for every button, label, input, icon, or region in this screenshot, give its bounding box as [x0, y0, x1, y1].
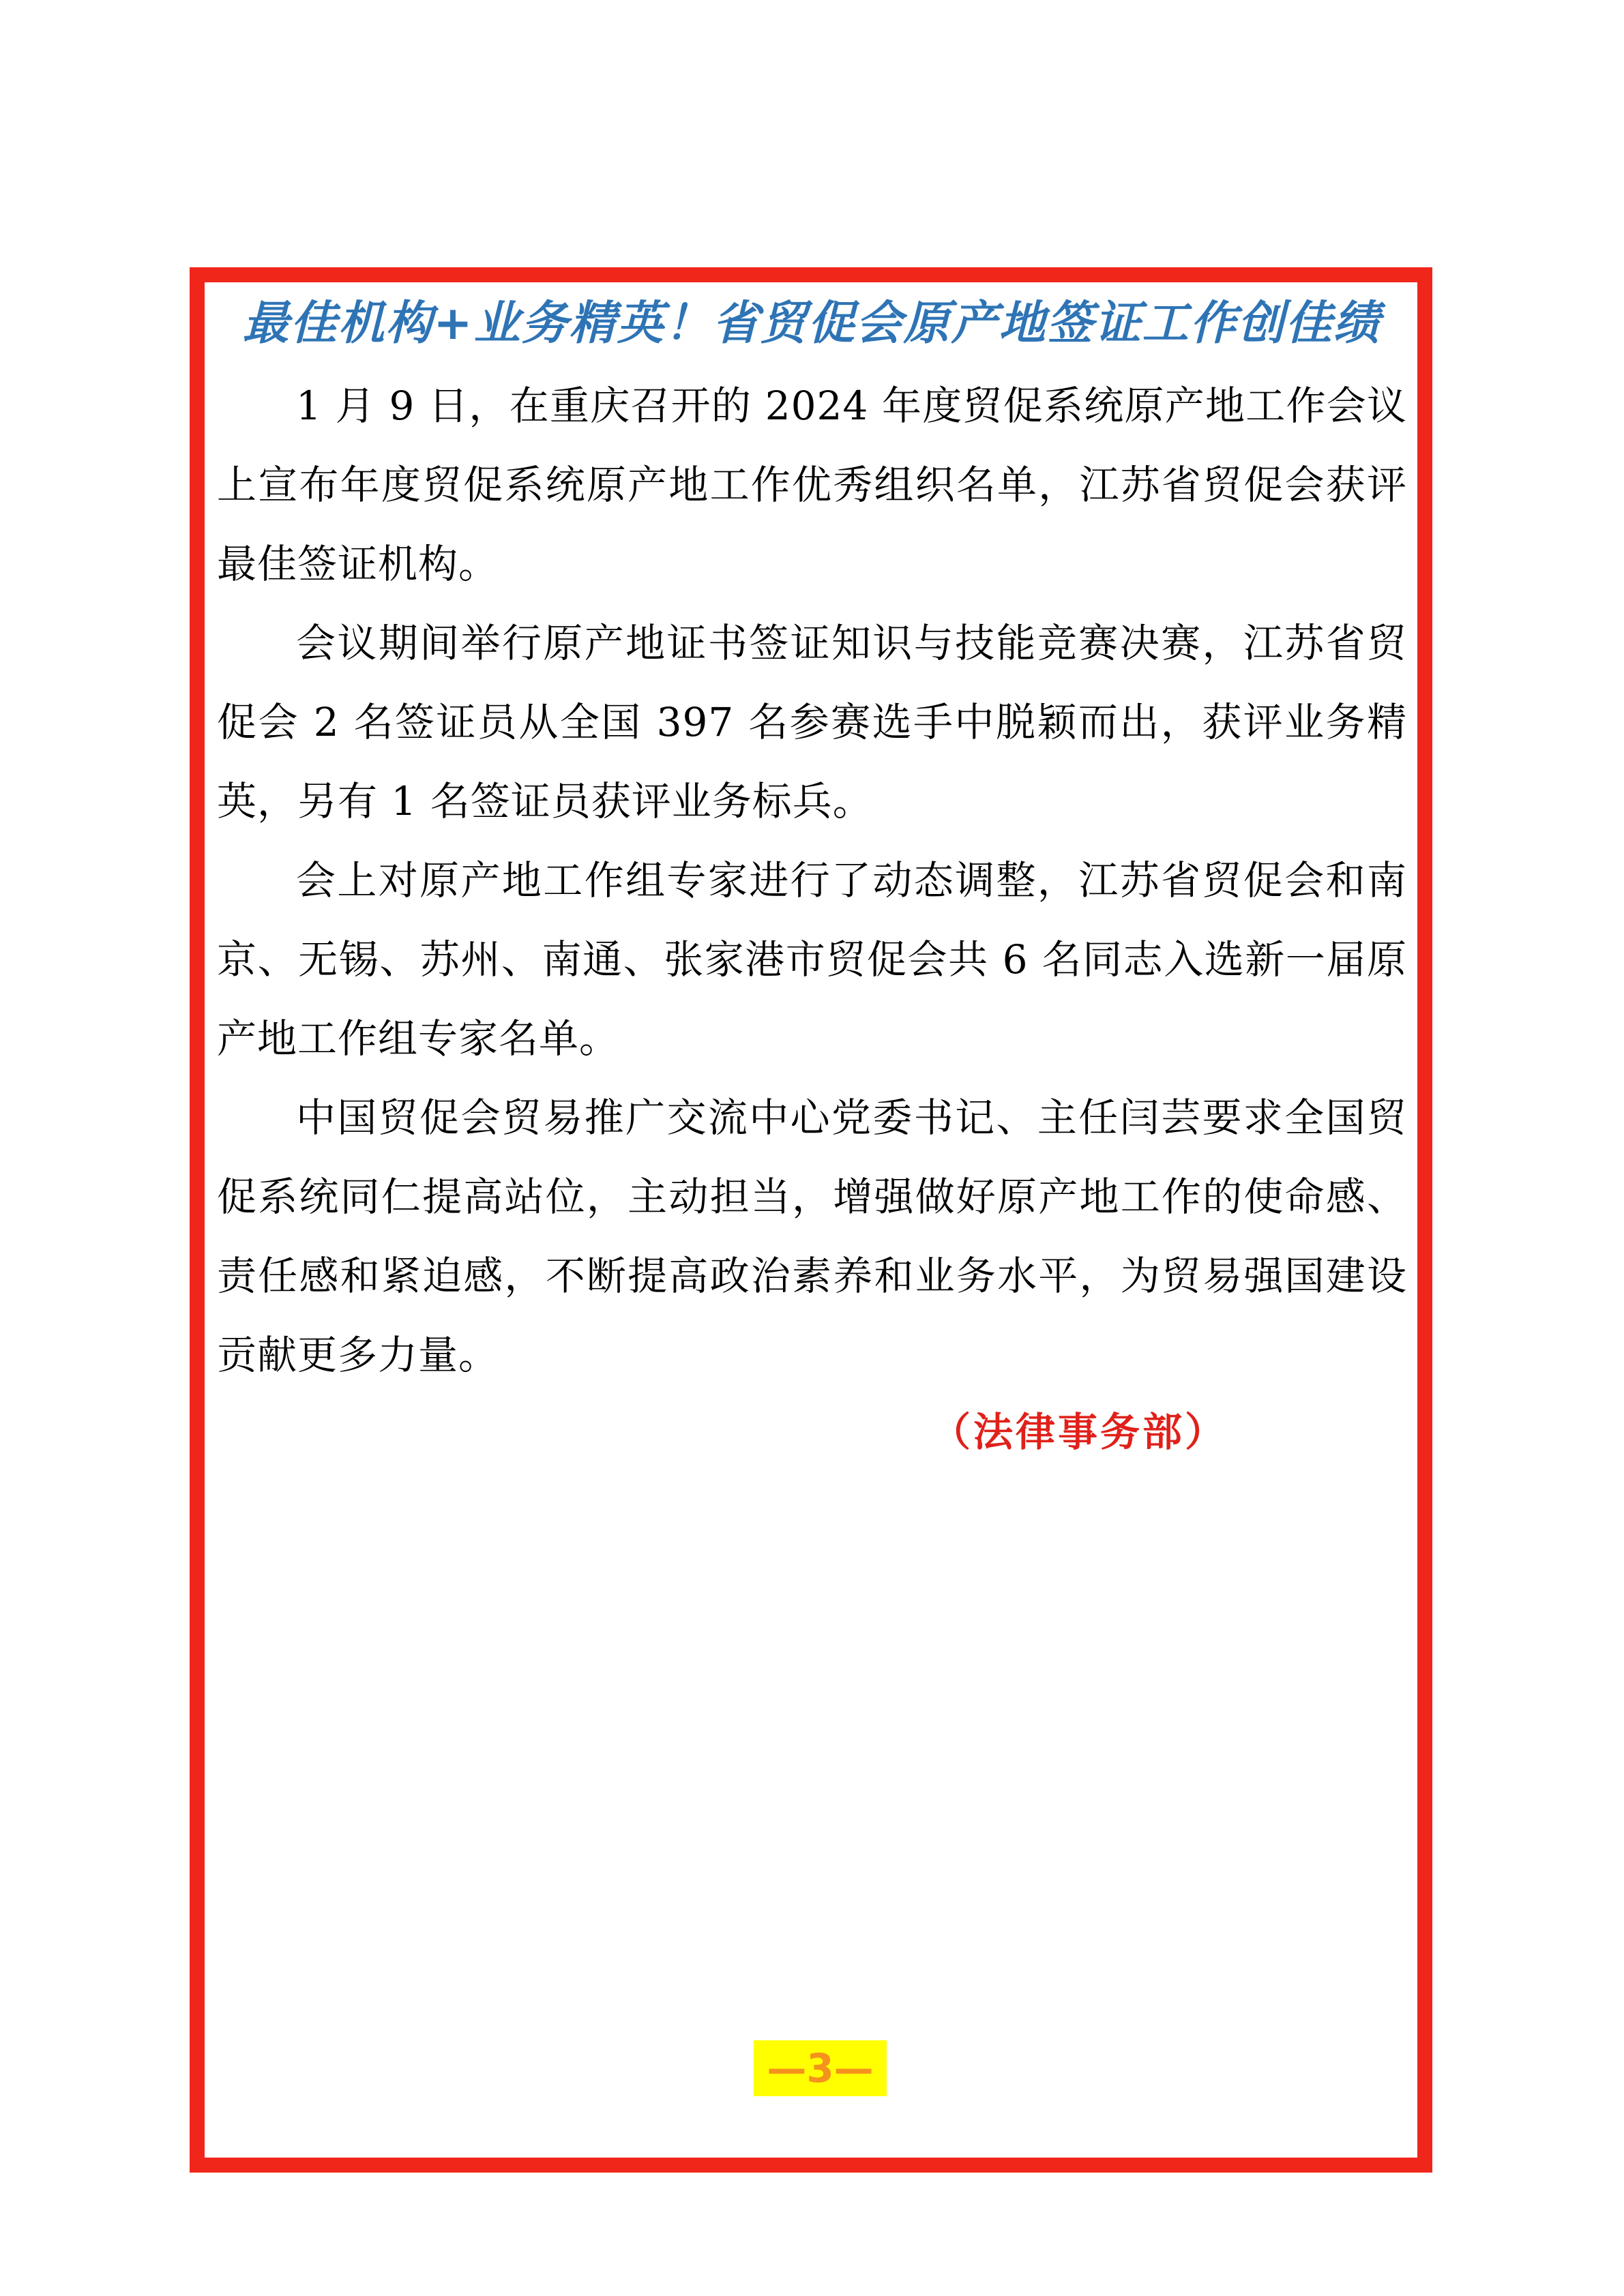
paragraph-3: 会上对原产地工作组专家进行了动态调整，江苏省贸促会和南京、无锡、苏州、南通、张家港市贸促会共 6 名同志入选新一届原产地工作组专家名单。 — [217, 857, 1407, 1062]
paragraph-4: 中国贸促会贸易推广交流中心党委书记、主任闫芸要求全国贸促系统同仁提高站位，主动担当，增强做好原产地工作的使命感、责任感和紧迫感，不断提高政治素养和业务水平，为贸易强国建设贡献更多力量。 — [217, 1094, 1407, 1378]
paragraph-2: 会议期间举行原产地证书签证知识与技能竞赛决赛，江苏省贸促会 2 名签证员从全国 397 名参赛选手中脱颖而出，获评业务精英，另有 1 名签证员获评业务标兵。 — [217, 620, 1407, 824]
page-number: —3— — [754, 2040, 887, 2096]
article-body — [217, 366, 1407, 1395]
department-signature: （法律事务部） — [931, 1409, 1228, 1455]
paragraph-1: 1 月 9 日，在重庆召开的 2024 年度贸促系统原产地工作会议上宣布年度贸促系统原产地工作优秀组织名单，江苏省贸促会获评最佳签证机构。 — [217, 383, 1407, 587]
article-title: 最佳机构+业务精英！省贸促会原产地签证工作创佳绩 — [242, 297, 1381, 351]
